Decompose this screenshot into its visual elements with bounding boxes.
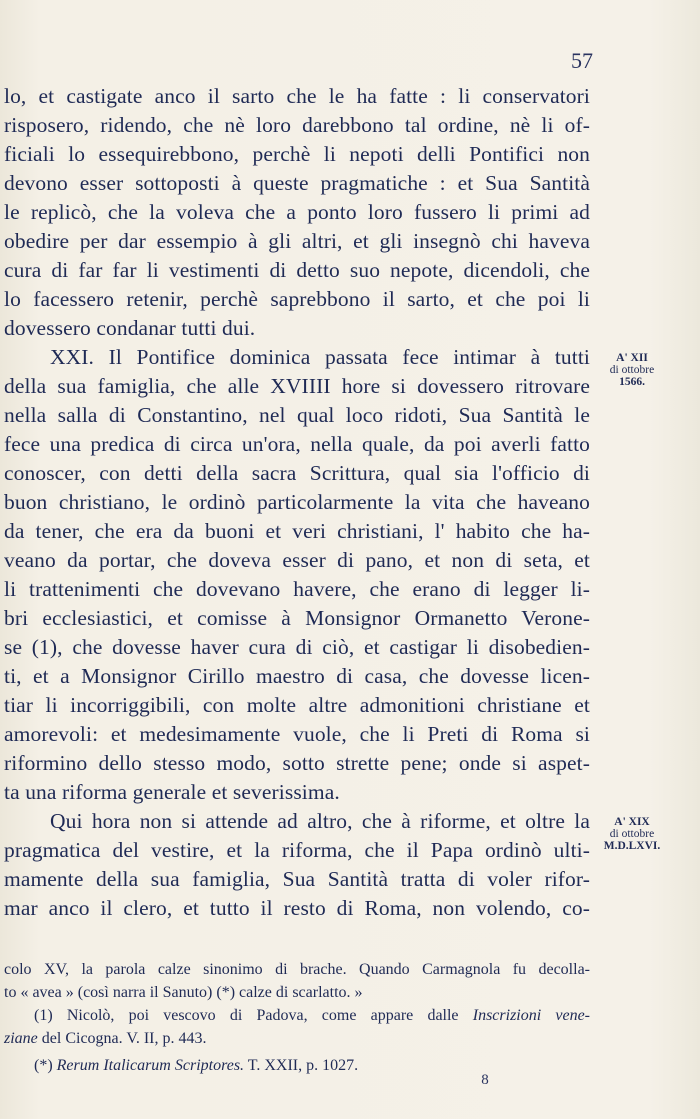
text-line: amorevoli: et medesimamente vuole, che li Preti di Roma si (4, 722, 590, 746)
footnote-line (4, 1004, 590, 1027)
footnote-line: colo XV, la parola calze sinonimo di brache. Quando Carmagnola fu decolla- (4, 961, 590, 978)
text-line: buon christiano, le ordinò particolarmente la vita che haveano (4, 490, 590, 514)
footnote-italic: ziane (4, 1030, 38, 1047)
text-line: fece una predica di circa un'ora, nella quale, da poi averli fatto (4, 432, 590, 456)
margin-note-date-1 (594, 352, 670, 388)
margin-note-line: di ottobre (609, 828, 655, 840)
page-number: 57 (571, 48, 593, 73)
text-line: obedire per dar essempio à gli altri, et gli insegnò chi haveva (4, 229, 590, 253)
text-line: se (1), che dovesse haver cura di ciò, et castigar li disobedien- (4, 635, 590, 659)
footnote-italic: Inscrizioni vene- (472, 1007, 591, 1024)
text-line: devono esser sottoposti à queste pragmatiche : et Sua Santità (4, 171, 590, 195)
signature-mark: 8 (481, 1072, 489, 1088)
text-line: da tener, che era da buoni et veri christiani, l' habito che ha- (4, 519, 590, 543)
text-line: ta una riforma generale et severissima. (4, 780, 340, 804)
text-line: tiar li incorriggibili, con molte altre admonitioni christiane et (4, 693, 590, 717)
text-line: riformino dello stesso modo, sotto strette pene; onde si aspet- (4, 751, 590, 775)
text-line: della sua famiglia, che alle XVIIII hore si dovessero ritrovare (4, 374, 590, 398)
margin-note-date-2 (594, 816, 670, 852)
footnote-line (4, 1027, 590, 1050)
text-line: ti, et a Monsignor Cirillo maestro di casa, che dovesse licen- (4, 664, 590, 688)
text-line: mamente della sua famiglia, Sua Santità tratta di voler rifor- (4, 867, 590, 891)
footnote-text: (*) (34, 1057, 57, 1074)
text-line: nella salla di Constantino, nel qual loco ridoti, Sua Santità le (4, 403, 590, 427)
text-line: li trattenimenti che dovevano havere, che erano di legger li- (4, 577, 590, 601)
footnote-text: del Cicogna. V. II, p. 443. (37, 1030, 207, 1047)
text-line: conoscer, con detti della sacra Scrittura, qual sia l'officio di (4, 461, 590, 485)
text-line: veano da portar, che doveva esser di pano, et non di seta, et (4, 548, 590, 572)
text-line: ficiali lo essequirebbono, perchè li nepoti delli Pontifici non (4, 142, 590, 166)
margin-note-line: A' XII (616, 352, 648, 364)
footnote-line: to « avea » (così narra il Sanuto) (*) calze di scarlatto. » (4, 984, 363, 1001)
margin-note-line: M.D.LXVI. (603, 840, 661, 852)
footnote-text: T. XXII, p. 1027. (244, 1057, 359, 1074)
body-text (4, 82, 590, 923)
text-line: mar anco il clero, et tutto il resto di Roma, non volendo, co- (4, 896, 590, 920)
text-line: le replicò, che la voleva che a ponto loro fussero li primi ad (4, 200, 590, 224)
footnotes (4, 958, 590, 1077)
text-line: Qui hora non si attende ad altro, che à riforme, et oltre la (50, 809, 590, 833)
text-line: lo, et castigate anco il sarto che le ha fatte : li conservatori (4, 84, 590, 108)
margin-note-line: A' XIX (614, 816, 650, 828)
text-line: lo facessero retenir, perchè saprebbono il sarto, et che poi li (4, 287, 590, 311)
text-line: cura di far far li vestimenti di detto suo nepote, dicendoli, che (4, 258, 590, 282)
footnote-italic: Rerum Italicarum Scriptores. (56, 1057, 245, 1074)
text-line: dovessero condanar tutti dui. (4, 316, 256, 340)
text-line: risposero, ridendo, che nè loro darebbono tal ordine, nè li of- (4, 113, 590, 137)
footnote-line (4, 1054, 590, 1077)
text-line: pragmatica del vestire, et la riforma, che il Papa ordinò ulti- (4, 838, 590, 862)
text-line: XXI. Il Pontifice dominica passata fece intimar à tutti (50, 345, 590, 369)
text-line: bri ecclesiastici, et comisse à Monsignor Ormanetto Verone- (4, 606, 590, 630)
margin-note-line: 1566. (619, 376, 645, 388)
footnote-text: (1) Nicolò, poi vescovo di Padova, come appare dalle (34, 1007, 473, 1024)
margin-note-line: di ottobre (609, 364, 655, 376)
